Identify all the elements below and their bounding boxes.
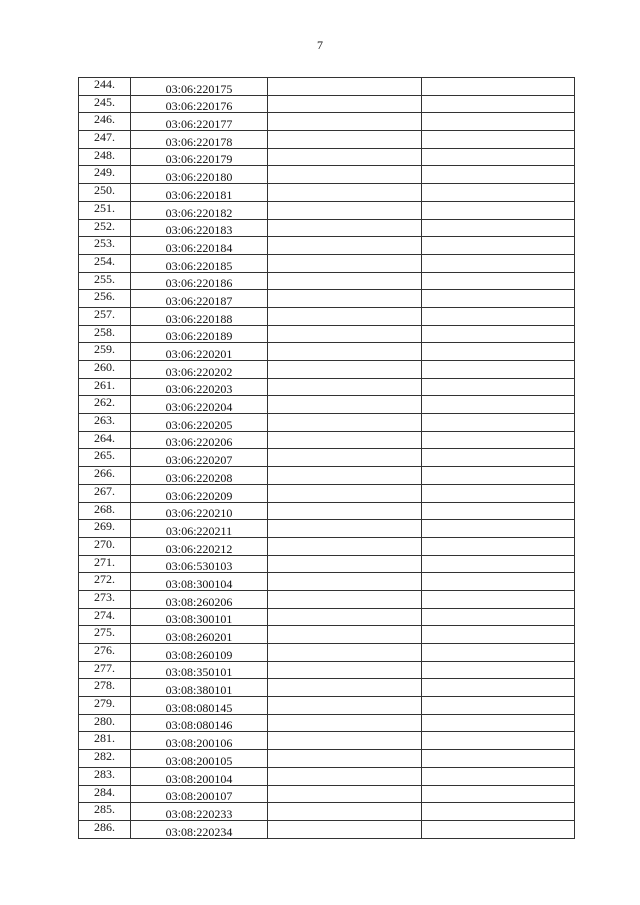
empty-cell	[422, 626, 575, 644]
cadastral-code-cell: 03:06:220179	[131, 148, 268, 166]
table-row	[79, 414, 575, 432]
cadastral-code-cell: 03:06:220181	[131, 184, 268, 202]
row-number-cell: 251.	[79, 201, 131, 219]
table-row	[79, 484, 575, 502]
table-row	[79, 608, 575, 626]
table-row	[79, 467, 575, 485]
empty-cell	[422, 502, 575, 520]
cadastral-code-cell: 03:06:220176	[131, 95, 268, 113]
empty-cell	[422, 148, 575, 166]
row-number-cell: 257.	[79, 307, 131, 325]
table-row	[79, 361, 575, 379]
empty-cell	[422, 254, 575, 272]
row-number-cell: 272.	[79, 573, 131, 591]
cadastral-code-cell: 03:06:220186	[131, 272, 268, 290]
table-row	[79, 732, 575, 750]
empty-cell	[422, 750, 575, 768]
empty-cell	[268, 555, 422, 573]
table-row	[79, 803, 575, 821]
cadastral-code-cell: 03:08:200105	[131, 750, 268, 768]
empty-cell	[268, 520, 422, 538]
row-number-cell: 286.	[79, 820, 131, 838]
cadastral-code-cell: 03:06:220204	[131, 396, 268, 414]
empty-cell	[268, 201, 422, 219]
empty-cell	[422, 78, 575, 96]
table-row	[79, 219, 575, 237]
table-row	[79, 502, 575, 520]
empty-cell	[422, 396, 575, 414]
empty-cell	[268, 78, 422, 96]
empty-cell	[422, 537, 575, 555]
empty-cell	[422, 361, 575, 379]
empty-cell	[422, 732, 575, 750]
empty-cell	[422, 803, 575, 821]
empty-cell	[268, 343, 422, 361]
table-row	[79, 661, 575, 679]
row-number-cell: 262.	[79, 396, 131, 414]
row-number-cell: 250.	[79, 184, 131, 202]
table-row	[79, 290, 575, 308]
cadastral-code-cell: 03:06:220184	[131, 237, 268, 255]
table-row	[79, 590, 575, 608]
cadastral-code-cell: 03:06:220205	[131, 414, 268, 432]
table-row	[79, 78, 575, 96]
empty-cell	[268, 502, 422, 520]
empty-cell	[422, 431, 575, 449]
cadastral-code-cell: 03:06:220188	[131, 307, 268, 325]
row-number-cell: 248.	[79, 148, 131, 166]
empty-cell	[422, 590, 575, 608]
row-number-cell: 275.	[79, 626, 131, 644]
cadastral-code-cell: 03:08:080145	[131, 697, 268, 715]
registry-table	[78, 77, 575, 839]
empty-cell	[422, 290, 575, 308]
empty-cell	[268, 573, 422, 591]
empty-cell	[268, 484, 422, 502]
cadastral-code-cell: 03:06:220175	[131, 78, 268, 96]
table-row	[79, 573, 575, 591]
row-number-cell: 255.	[79, 272, 131, 290]
row-number-cell: 244.	[79, 78, 131, 96]
empty-cell	[268, 714, 422, 732]
empty-cell	[268, 95, 422, 113]
row-number-cell: 246.	[79, 113, 131, 131]
empty-cell	[422, 201, 575, 219]
table-row	[79, 166, 575, 184]
row-number-cell: 277.	[79, 661, 131, 679]
cadastral-code-cell: 03:06:220202	[131, 361, 268, 379]
cadastral-code-cell: 03:08:080146	[131, 714, 268, 732]
empty-cell	[268, 307, 422, 325]
table-body	[79, 78, 575, 839]
empty-cell	[422, 520, 575, 538]
cadastral-code-cell: 03:08:200107	[131, 785, 268, 803]
empty-cell	[268, 803, 422, 821]
row-number-cell: 273.	[79, 590, 131, 608]
empty-cell	[268, 820, 422, 838]
empty-cell	[268, 396, 422, 414]
cadastral-code-cell: 03:08:200106	[131, 732, 268, 750]
empty-cell	[422, 449, 575, 467]
table-row	[79, 254, 575, 272]
empty-cell	[268, 414, 422, 432]
empty-cell	[422, 608, 575, 626]
row-number-cell: 268.	[79, 502, 131, 520]
empty-cell	[268, 254, 422, 272]
empty-cell	[268, 325, 422, 343]
empty-cell	[422, 95, 575, 113]
empty-cell	[422, 484, 575, 502]
cadastral-code-cell: 03:08:350101	[131, 661, 268, 679]
empty-cell	[422, 644, 575, 662]
empty-cell	[268, 361, 422, 379]
empty-cell	[268, 378, 422, 396]
empty-cell	[422, 767, 575, 785]
row-number-cell: 247.	[79, 131, 131, 149]
table-row	[79, 750, 575, 768]
row-number-cell: 283.	[79, 767, 131, 785]
cadastral-code-cell: 03:08:220234	[131, 820, 268, 838]
row-number-cell: 270.	[79, 537, 131, 555]
empty-cell	[268, 590, 422, 608]
table-row	[79, 378, 575, 396]
row-number-cell: 258.	[79, 325, 131, 343]
row-number-cell: 252.	[79, 219, 131, 237]
row-number-cell: 253.	[79, 237, 131, 255]
empty-cell	[422, 714, 575, 732]
cadastral-code-cell: 03:06:220210	[131, 502, 268, 520]
table-row	[79, 449, 575, 467]
row-number-cell: 265.	[79, 449, 131, 467]
table-row	[79, 626, 575, 644]
cadastral-code-cell: 03:06:220201	[131, 343, 268, 361]
empty-cell	[422, 661, 575, 679]
empty-cell	[268, 166, 422, 184]
empty-cell	[268, 644, 422, 662]
empty-cell	[422, 237, 575, 255]
table-row	[79, 184, 575, 202]
cadastral-code-cell: 03:06:220208	[131, 467, 268, 485]
table-row	[79, 201, 575, 219]
table-row	[79, 679, 575, 697]
cadastral-code-cell: 03:06:220206	[131, 431, 268, 449]
table-row	[79, 520, 575, 538]
table-row	[79, 113, 575, 131]
empty-cell	[268, 449, 422, 467]
empty-cell	[268, 237, 422, 255]
cadastral-code-cell: 03:08:260109	[131, 644, 268, 662]
cadastral-code-cell: 03:08:300104	[131, 573, 268, 591]
row-number-cell: 269.	[79, 520, 131, 538]
empty-cell	[268, 131, 422, 149]
empty-cell	[268, 113, 422, 131]
cadastral-code-cell: 03:06:220178	[131, 131, 268, 149]
empty-cell	[422, 272, 575, 290]
row-number-cell: 249.	[79, 166, 131, 184]
empty-cell	[268, 290, 422, 308]
cadastral-code-cell: 03:06:220183	[131, 219, 268, 237]
empty-cell	[268, 626, 422, 644]
row-number-cell: 284.	[79, 785, 131, 803]
empty-cell	[422, 697, 575, 715]
row-number-cell: 259.	[79, 343, 131, 361]
page-number: 7	[317, 38, 323, 52]
cadastral-code-cell: 03:06:220177	[131, 113, 268, 131]
row-number-cell: 260.	[79, 361, 131, 379]
row-number-cell: 276.	[79, 644, 131, 662]
empty-cell	[422, 307, 575, 325]
empty-cell	[422, 184, 575, 202]
table-row	[79, 767, 575, 785]
table-row	[79, 555, 575, 573]
table-row	[79, 95, 575, 113]
cadastral-code-cell: 03:08:260201	[131, 626, 268, 644]
table-row	[79, 307, 575, 325]
empty-cell	[422, 131, 575, 149]
row-number-cell: 271.	[79, 555, 131, 573]
empty-cell	[422, 820, 575, 838]
cadastral-code-cell: 03:06:220203	[131, 378, 268, 396]
cadastral-code-cell: 03:06:220209	[131, 484, 268, 502]
empty-cell	[422, 219, 575, 237]
cadastral-code-cell: 03:06:220182	[131, 201, 268, 219]
empty-cell	[268, 767, 422, 785]
table-row	[79, 431, 575, 449]
table-row	[79, 272, 575, 290]
table-row	[79, 131, 575, 149]
cadastral-code-cell: 03:06:530103	[131, 555, 268, 573]
cadastral-code-cell: 03:06:220211	[131, 520, 268, 538]
row-number-cell: 278.	[79, 679, 131, 697]
empty-cell	[268, 697, 422, 715]
row-number-cell: 279.	[79, 697, 131, 715]
row-number-cell: 261.	[79, 378, 131, 396]
table-row	[79, 644, 575, 662]
empty-cell	[268, 661, 422, 679]
table-row	[79, 697, 575, 715]
cadastral-code-cell: 03:08:380101	[131, 679, 268, 697]
cadastral-code-cell: 03:08:220233	[131, 803, 268, 821]
row-number-cell: 280.	[79, 714, 131, 732]
table-row	[79, 325, 575, 343]
empty-cell	[268, 467, 422, 485]
row-number-cell: 264.	[79, 431, 131, 449]
cadastral-code-cell: 03:06:220180	[131, 166, 268, 184]
cadastral-code-cell: 03:06:220185	[131, 254, 268, 272]
empty-cell	[422, 573, 575, 591]
table-row	[79, 237, 575, 255]
row-number-cell: 263.	[79, 414, 131, 432]
cadastral-code-cell: 03:06:220212	[131, 537, 268, 555]
empty-cell	[422, 113, 575, 131]
table-row	[79, 148, 575, 166]
empty-cell	[422, 325, 575, 343]
cadastral-code-cell: 03:08:300101	[131, 608, 268, 626]
cadastral-code-cell: 03:06:220187	[131, 290, 268, 308]
empty-cell	[268, 219, 422, 237]
empty-cell	[422, 343, 575, 361]
empty-cell	[268, 750, 422, 768]
cadastral-code-cell: 03:08:200104	[131, 767, 268, 785]
empty-cell	[268, 184, 422, 202]
row-number-cell: 266.	[79, 467, 131, 485]
row-number-cell: 245.	[79, 95, 131, 113]
row-number-cell: 267.	[79, 484, 131, 502]
empty-cell	[422, 166, 575, 184]
empty-cell	[422, 555, 575, 573]
empty-cell	[422, 414, 575, 432]
empty-cell	[268, 785, 422, 803]
table-row	[79, 396, 575, 414]
cadastral-code-cell: 03:06:220207	[131, 449, 268, 467]
row-number-cell: 282.	[79, 750, 131, 768]
row-number-cell: 274.	[79, 608, 131, 626]
empty-cell	[268, 537, 422, 555]
table-row	[79, 820, 575, 838]
row-number-cell: 256.	[79, 290, 131, 308]
empty-cell	[268, 679, 422, 697]
table-row	[79, 537, 575, 555]
table-row	[79, 785, 575, 803]
empty-cell	[268, 272, 422, 290]
row-number-cell: 285.	[79, 803, 131, 821]
empty-cell	[422, 378, 575, 396]
empty-cell	[268, 148, 422, 166]
empty-cell	[268, 431, 422, 449]
row-number-cell: 254.	[79, 254, 131, 272]
table-row	[79, 714, 575, 732]
cadastral-code-cell: 03:06:220189	[131, 325, 268, 343]
row-number-cell: 281.	[79, 732, 131, 750]
empty-cell	[422, 679, 575, 697]
cadastral-code-cell: 03:08:260206	[131, 590, 268, 608]
table-row	[79, 343, 575, 361]
empty-cell	[422, 467, 575, 485]
empty-cell	[422, 785, 575, 803]
empty-cell	[268, 732, 422, 750]
empty-cell	[268, 608, 422, 626]
